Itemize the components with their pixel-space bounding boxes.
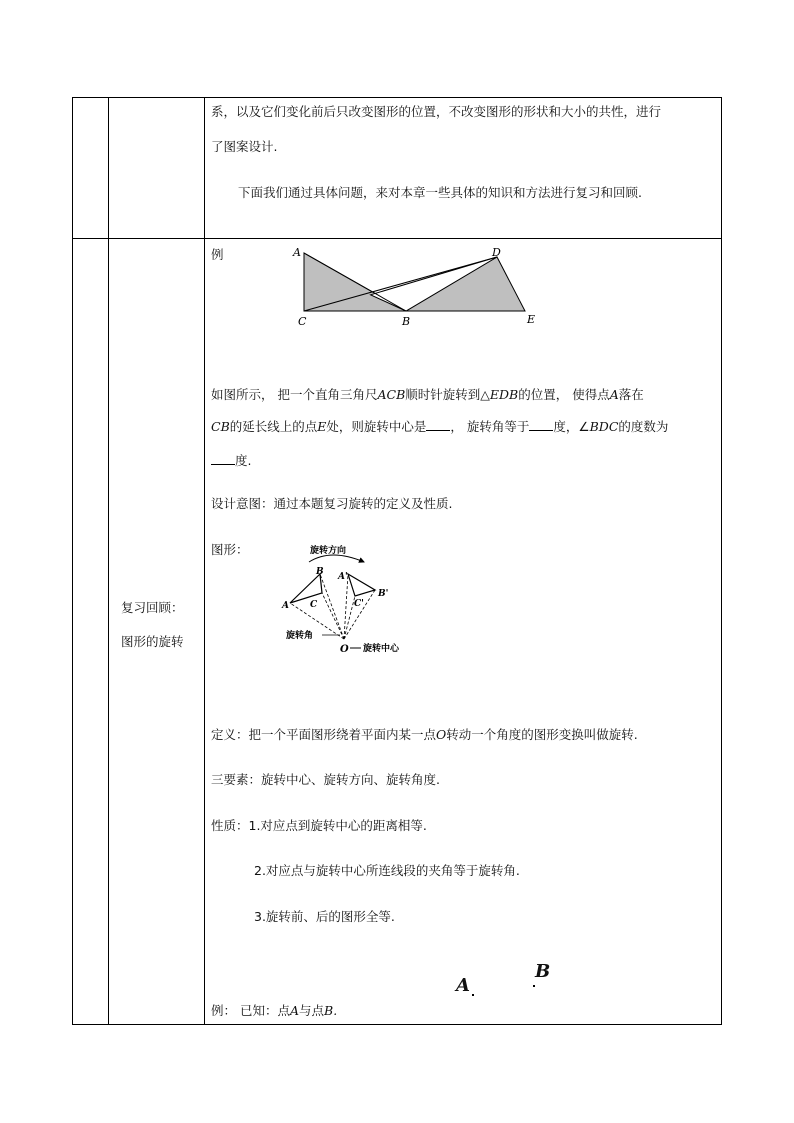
- problem-line-1: [211, 387, 644, 403]
- intro-line-3: 下面我们通过具体问题，来对本章一些具体的知识和方法进行复习和回顾.: [238, 185, 642, 200]
- problem-text: 的度数为: [618, 419, 669, 434]
- point-a-label: A: [456, 975, 470, 996]
- label-e: E: [527, 313, 536, 326]
- problem-var: CB: [211, 419, 230, 434]
- label-b: B: [316, 567, 324, 577]
- definition-var: O: [436, 727, 447, 742]
- problem-text: 度，∠: [553, 419, 590, 434]
- problem-text: 的延长线上的点: [229, 419, 318, 434]
- definition-text: 定义：把一个平面图形绕着平面内某一点: [211, 727, 437, 742]
- answer-blank-1[interactable]: [426, 418, 450, 431]
- angle-label: 旋转角: [286, 631, 314, 641]
- example-2: [211, 1003, 337, 1019]
- center-label: 旋转中心: [363, 644, 400, 654]
- column-divider-1: [108, 98, 109, 1024]
- property-3: 3.旋转前、后的图形全等.: [254, 909, 395, 924]
- example-2-text: 与点: [299, 1003, 325, 1018]
- rotation-diagram: [276, 540, 416, 660]
- example-label: 例: [211, 247, 224, 262]
- label-b: B: [402, 315, 411, 328]
- problem-text: ， 旋转角等于: [450, 419, 530, 434]
- problem-text: 如图所示， 把一个直角三角尺: [211, 387, 378, 402]
- point-a-dot: [472, 994, 474, 996]
- center-o-label: O: [340, 644, 349, 655]
- property-1: 性质：1.对应点到旋转中心的距离相等.: [211, 818, 427, 833]
- definition: [211, 727, 638, 743]
- problem-var: EDB: [489, 387, 519, 402]
- label-b-prime: B': [378, 589, 389, 599]
- label-a: A: [282, 601, 289, 611]
- definition-text: 转动一个角度的图形变换叫做旋转.: [446, 727, 638, 742]
- label-a: A: [293, 246, 301, 259]
- answer-blank-2[interactable]: [529, 418, 553, 431]
- problem-line-3: [211, 452, 251, 469]
- point-b-label: B: [535, 961, 551, 982]
- label-c: C: [310, 600, 318, 610]
- column-divider-2: [204, 98, 205, 1024]
- row-divider: [73, 238, 721, 239]
- example-2-var: A: [289, 1003, 300, 1018]
- original-triangle: [290, 574, 322, 603]
- intro-line-1: 系，以及它们变化前后只改变图形的位置，不改变图形的形状和大小的共性，进行: [211, 104, 662, 119]
- problem-var: ACB: [377, 387, 406, 402]
- figure-label: 图形：: [211, 542, 249, 557]
- problem-var: E: [317, 419, 327, 434]
- problem-text: 处，则旋转中心是: [326, 419, 427, 434]
- label-a-prime: A': [338, 572, 348, 582]
- design-intent: 设计意图：通过本题复习旋转的定义及性质.: [211, 496, 453, 511]
- problem-text: 落在: [618, 387, 644, 402]
- problem-text: 顺时针旋转到△: [405, 387, 490, 402]
- problem-var: A: [609, 387, 619, 402]
- section-label-2: 图形的旋转: [121, 634, 184, 649]
- rotation-triangles-figure: [285, 240, 555, 330]
- section-label-1: 复习回顾：: [121, 600, 184, 615]
- property-2: 2.对应点与旋转中心所连线段的夹角等于旋转角.: [254, 863, 520, 878]
- three-elements: 三要素：旋转中心、旋转方向、旋转角度.: [211, 772, 440, 787]
- label-d: D: [492, 246, 501, 259]
- problem-line-2: [211, 418, 668, 435]
- direction-arrow-icon: [309, 555, 364, 562]
- label-c: C: [298, 315, 307, 328]
- point-b-dot: [533, 985, 535, 987]
- example-2-var: B.: [324, 1003, 338, 1018]
- direction-label: 旋转方向: [310, 546, 347, 556]
- rotated-triangle: [348, 574, 375, 596]
- problem-text: 的位置， 使得点: [518, 387, 610, 402]
- intro-line-2: 了图案设计.: [211, 139, 278, 154]
- problem-var: BDC: [589, 419, 619, 434]
- problem-text: 度.: [235, 453, 252, 468]
- label-c-prime: C': [354, 599, 364, 609]
- answer-blank-3[interactable]: [211, 452, 235, 465]
- example-2-text: 例： 已知：点: [211, 1003, 290, 1018]
